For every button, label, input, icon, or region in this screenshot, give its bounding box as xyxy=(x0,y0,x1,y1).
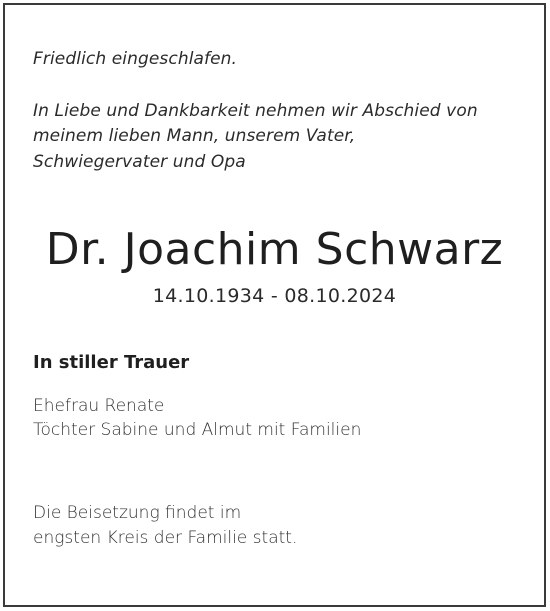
text-line-3: Schwiegervater und Opa xyxy=(33,152,246,172)
burial-line-2: engsten Kreis der Familie statt. xyxy=(33,528,298,548)
burial-line-1: Die Beisetzung findet im xyxy=(33,503,242,523)
mourner-2: Töchter Sabine und Almut mit Familien xyxy=(33,420,362,440)
mourning-heading: In stiller Trauer xyxy=(33,352,190,373)
mourner-1: Ehefrau Renate xyxy=(33,396,165,416)
life-dates: 14.10.1934 - 08.10.2024 xyxy=(152,285,397,307)
intro-line: Friedlich eingeschlafen. xyxy=(33,49,238,69)
deceased-name: Dr. Joachim Schwarz xyxy=(45,224,504,275)
text-line-1: In Liebe und Dankbarkeit nehmen wir Abschied von xyxy=(33,101,478,121)
text-line-2: meinem lieben Mann, unserem Vater, xyxy=(33,126,356,146)
notice-frame xyxy=(3,3,546,607)
